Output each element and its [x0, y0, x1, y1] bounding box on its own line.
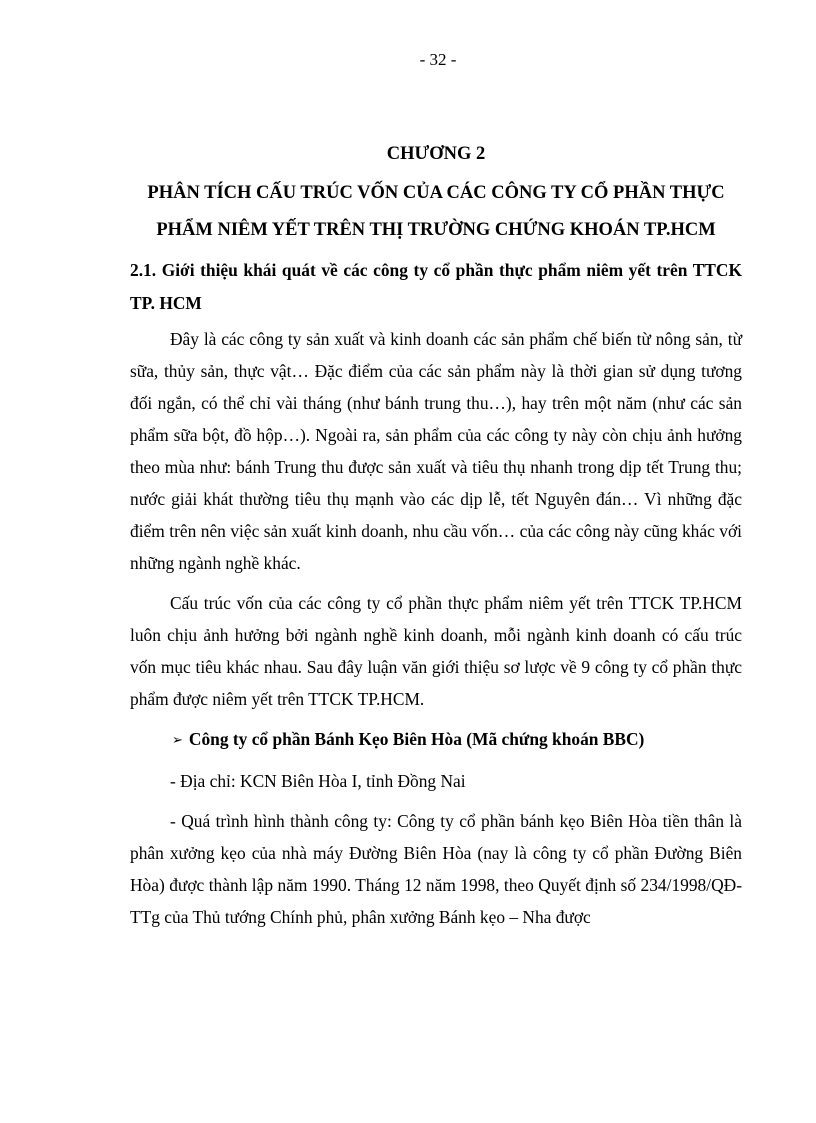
page-number: - 32 - [419, 50, 457, 69]
company-address: - Địa chỉ: KCN Biên Hòa I, tỉnh Đồng Nai [170, 771, 466, 791]
company-heading [172, 723, 742, 757]
body-paragraph: Cấu trúc vốn của các công ty cổ phần thực phẩm niêm yết trên TTCK TP.HCM luôn chịu ảnh hưởng bởi ngành nghề kinh doanh, mỗi ngành kinh doanh có cấu trúc vốn mục tiêu khác nhau. Sau đây luận văn giới thiệu sơ lược về 9 công ty cổ phần thực phẩm được niêm yết trên TTCK TP.HCM. [130, 593, 742, 709]
section-heading: 2.1. Giới thiệu khái quát về các công ty cổ phần thực phẩm niêm yết trên TTCK TP. HCM [130, 260, 742, 313]
page-content [130, 137, 742, 941]
company-history: - Quá trình hình thành công ty: Công ty cổ phần bánh kẹo Biên Hòa tiền thân là phân xưởng kẹo của nhà máy Đường Biên Hòa (nay là công ty cổ phần Đường Biên Hòa) được thành lập năm 1990. Tháng 12 năm 1998, theo Quyết định số 234/1998/QĐ-TTg của Thủ tướng Chính phủ, phân xưởng Bánh kẹo – Nha được [130, 811, 742, 927]
chapter-label: CHƯƠNG 2 [386, 144, 486, 164]
company-heading-text: Công ty cổ phần Bánh Kẹo Biên Hòa (Mã chứng khoán BBC) [188, 729, 645, 749]
arrow-bullet-icon: ➢ [172, 733, 183, 748]
chapter-title: PHÂN TÍCH CẤU TRÚC VỐN CỦA CÁC CÔNG TY CỔ PHẦN THỰC PHẨM NIÊM YẾT TRÊN THỊ TRƯỜNG CHỨNG KHOÁN TP.HCM [147, 183, 725, 240]
body-paragraph: Đây là các công ty sản xuất và kinh doanh các sản phẩm chế biến từ nông sản, từ sữa, thủy sản, thực vật… Đặc điểm của các sản phẩm này là thời gian sử dụng tương đối ngắn, có thể chỉ vài tháng (như bánh trung thu…), hay trên một năm (như các sản phẩm sữa bột, đồ hộp…). Ngoài ra, sản phẩm của các công ty này còn chịu ảnh hưởng theo mùa như: bánh Trung thu được sản xuất và tiêu thụ nhanh trong dịp tết Trung thu; nước giải khát thường tiêu thụ mạnh vào các dịp lễ, tết Nguyên đán… Vì những đặc điểm trên nên việc sản xuất kinh doanh, nhu cầu vốn… của các công này cũng khác với những ngành nghề khác. [130, 329, 742, 573]
